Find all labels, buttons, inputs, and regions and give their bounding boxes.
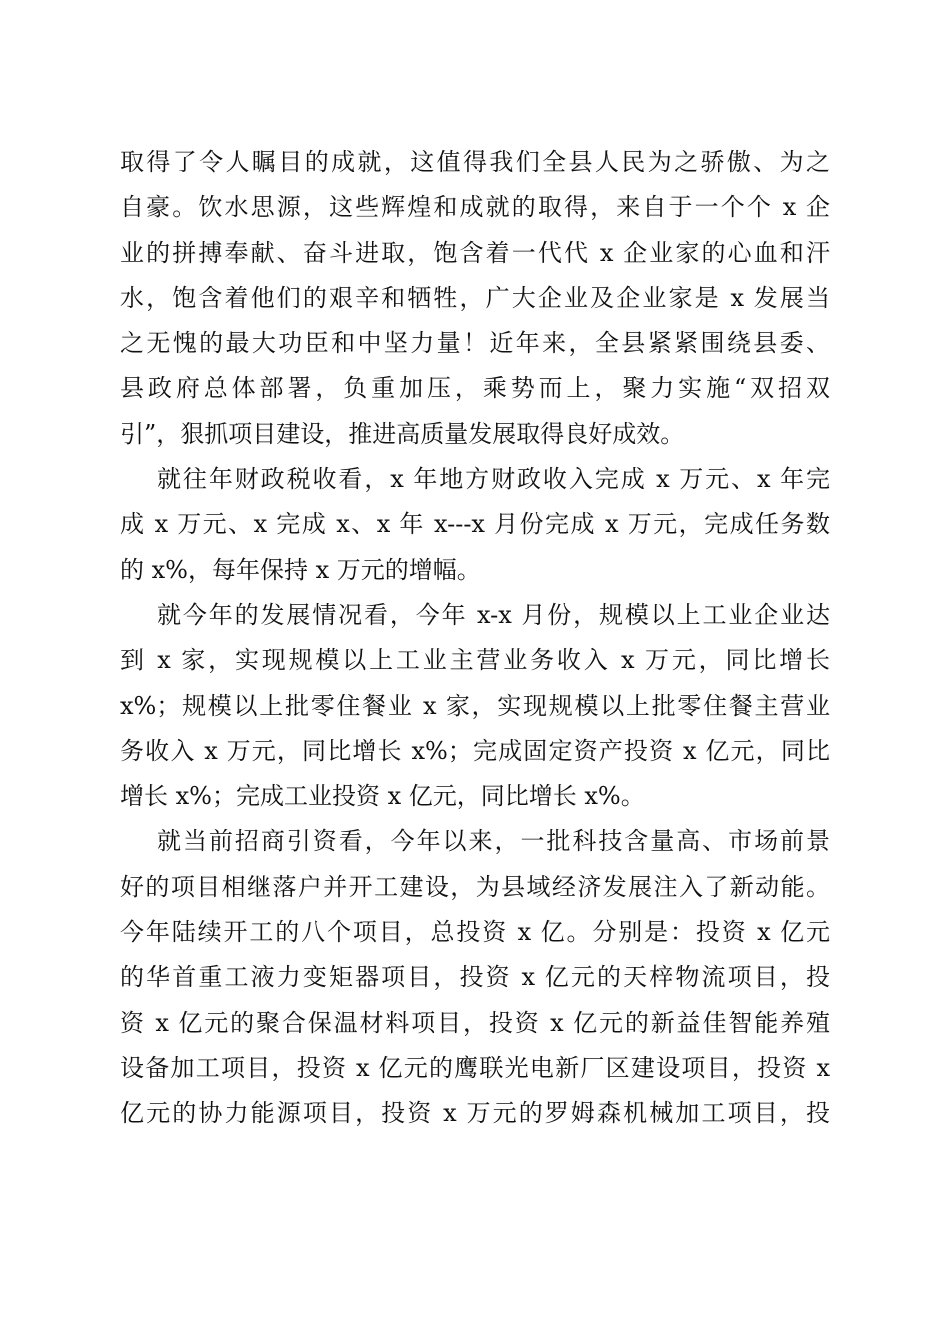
text-line: 成 x 万元、x 完成 x、x 年 x---x 月份完成 x 万元，完成任务数 xyxy=(120,510,830,539)
text-line: 亿元的协力能源项目，投资 x 万元的罗姆森机械加工项目，投 xyxy=(120,1099,830,1128)
text-line: 就当前招商引资看，今年以来，一批科技含量高、市场前景 xyxy=(157,827,830,856)
text-line: 引”，狠抓项目建设，推进高质量发展取得良好成效。 xyxy=(120,419,685,448)
paragraph-achievements xyxy=(120,140,830,457)
text-line: 取得了令人瞩目的成就，这值得我们全县人民为之骄傲、为之 xyxy=(120,148,830,176)
text-line: 的华首重工液力变矩器项目，投资 x 亿元的天梓物流项目，投 xyxy=(120,963,830,992)
text-line: 水，饱含着他们的艰辛和牺牲，广大企业及企业家是 x 发展当 xyxy=(120,283,830,312)
text-line: 自豪。饮水思源，这些辉煌和成就的取得，来自于一个个 x 企 xyxy=(120,193,830,222)
text-line: x%；规模以上批零住餐业 x 家，实现规模以上批零住餐主营业 xyxy=(120,691,830,720)
text-line: 县政府总体部署，负重加压，乘势而上，聚力实施“双招双 xyxy=(120,374,830,403)
text-line: 就今年的发展情况看，今年 x-x 月份，规模以上工业企业达 xyxy=(157,600,830,629)
paragraph-fiscal-revenue xyxy=(120,457,830,593)
text-line: 务收入 x 万元，同比增长 x%；完成固定资产投资 x 亿元，同比 xyxy=(120,736,830,765)
text-line: 增长 x%；完成工业投资 x 亿元，同比增长 x%。 xyxy=(120,782,645,811)
text-line: 之无愧的最大功臣和中坚力量！近年来，全县紧紧围绕县委、 xyxy=(120,329,830,358)
text-line: 好的项目相继落户并开工建设，为县域经济发展注入了新动能。 xyxy=(120,872,830,901)
paragraph-current-development xyxy=(120,593,830,819)
paragraph-investment-attraction xyxy=(120,819,830,1136)
text-line: 设备加工项目，投资 x 亿元的鹰联光电新厂区建设项目，投资 x xyxy=(120,1053,830,1082)
text-line: 到 x 家，实现规模以上工业主营业务收入 x 万元，同比增长 xyxy=(120,646,830,675)
text-line: 就往年财政税收看，x 年地方财政收入完成 x 万元、x 年完 xyxy=(157,465,830,494)
text-line: 业的拼搏奉献、奋斗进取，饱含着一代代 x 企业家的心血和汗 xyxy=(120,238,830,267)
text-line: 今年陆续开工的八个项目，总投资 x 亿。分别是：投资 x 亿元 xyxy=(120,918,830,947)
text-line: 资 x 亿元的聚合保温材料项目，投资 x 亿元的新益佳智能养殖 xyxy=(120,1008,830,1037)
text-line: 的 x%，每年保持 x 万元的增幅。 xyxy=(120,555,481,584)
document-body xyxy=(120,140,830,1137)
